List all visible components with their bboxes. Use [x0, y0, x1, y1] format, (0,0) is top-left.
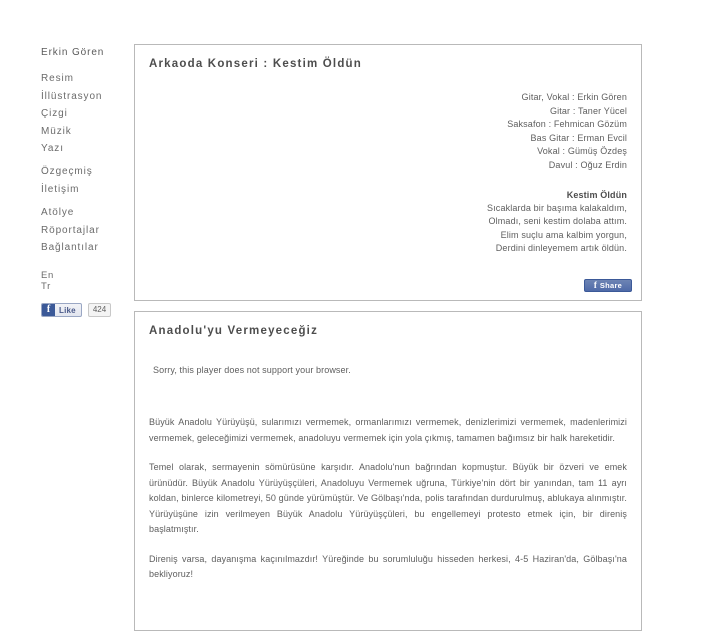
song-lyrics: [135, 188, 627, 256]
facebook-share-label: Share: [599, 281, 623, 290]
article-paragraph: Büyük Anadolu Yürüyüşü, sularımızı vermemek, ormanlarımızı vermemek, denizlerimizi vermemek, madenlerimizi vermemek, geleceğimizi vermemek, anadoluyu vermemek için yola çıkmış, tamamen bağımsız bir halk hareketidir.: [149, 417, 627, 443]
lyric-line: Sıcaklarda bir başıma kalakaldım,: [486, 202, 627, 213]
sidebar-spacer-1: [41, 61, 120, 70]
lyrics-title: Kestim Öldün: [566, 189, 627, 200]
concert-panel: [134, 44, 642, 301]
facebook-like-button[interactable]: [41, 303, 82, 317]
sidebar-item-resim[interactable]: Resim: [41, 73, 74, 85]
facebook-icon: f: [42, 304, 55, 316]
lyric-line: Olmadı, seni kestim dolaba attım.: [488, 216, 627, 227]
site-title-link[interactable]: Erkin Gören: [41, 47, 105, 58]
sidebar-item-baglantilar[interactable]: Bağlantılar: [41, 242, 99, 254]
facebook-like-widget: [41, 303, 120, 317]
lyric-line: Derdini dinleyemem artık öldün.: [495, 243, 627, 254]
sidebar-item-cizgi[interactable]: Çizgi: [41, 108, 68, 120]
credit-line: Bas Gitar : Erman Evcil: [530, 132, 627, 143]
sidebar: [0, 44, 120, 317]
sidebar-item-illustrasyon[interactable]: İllüstrasyon: [41, 90, 103, 102]
sidebar-item-iletisim[interactable]: İletişim: [41, 183, 80, 195]
sidebar-item-atolye[interactable]: Atölye: [41, 207, 75, 219]
lyric-line: Elim suçlu ama kalbim yorgun,: [500, 229, 627, 240]
article-paragraph: Temel olarak, sermayenin sömürüsüne karşıdır. Anadolu'nun bağrından kopmuştur. Büyük bir özveri ve emek ürünüdür. Büyük Anadolu Yürüyüşçüleri, Anadoluyu Vermemek uğruna, Türkiye'nin dört bir yanından, tam 11 ayrı koldan, binlerce kilometreyi, 50 günde yürümüştür. Ve Gölbaşı'nda, polis tarafından durdurulmuş, ablukaya alınmıştır. Yürüyüşüne izin verilmeyen Büyük Anadolu Yürüyüşçüleri, bu engellemeyi protesto etmek için, bir direniş başlatmıştır.: [149, 462, 627, 534]
language-switch-en[interactable]: En: [41, 270, 55, 282]
credit-line: Gitar : Taner Yücel: [549, 105, 627, 116]
credit-line: Gitar, Vokal : Erkin Gören: [521, 92, 627, 102]
facebook-share-button[interactable]: [584, 279, 632, 292]
sidebar-item-roportajlar[interactable]: Röportajlar: [41, 224, 100, 236]
sidebar-spacer-4: [41, 256, 120, 270]
facebook-like-label: Like: [59, 305, 76, 315]
anadolu-panel: [134, 311, 642, 631]
facebook-like-count: 424: [88, 303, 111, 317]
sidebar-item-yazi[interactable]: Yazı: [41, 143, 64, 155]
article-body: [149, 415, 627, 583]
concert-credits-list: [135, 91, 627, 173]
credit-line: Saksafon : Fehmican Gözüm: [507, 119, 627, 130]
article-paragraph: Direniş varsa, dayanışma kaçınılmazdır! Yüreğinde bu sorumluluğu hisseden herkesi, 4-5 Haziran'da, Gölbaşı'na bekliyoruz!: [149, 553, 627, 579]
sidebar-item-muzik[interactable]: Müzik: [41, 125, 72, 137]
facebook-icon: f: [593, 280, 597, 290]
anadolu-panel-title: Anadolu'yu Vermeyeceğiz: [149, 325, 319, 337]
credit-line: Vokal : Gümüş Özdeş: [537, 146, 627, 157]
sidebar-item-ozgecmis[interactable]: Özgeçmiş: [41, 166, 93, 178]
language-switch-tr[interactable]: Tr: [41, 281, 52, 293]
credit-line: Davul : Oğuz Erdin: [548, 159, 627, 170]
concert-panel-title: Arkaoda Konseri : Kestim Öldün: [149, 58, 363, 70]
video-player-fallback-message: Sorry, this player does not support your browser.: [153, 365, 351, 375]
